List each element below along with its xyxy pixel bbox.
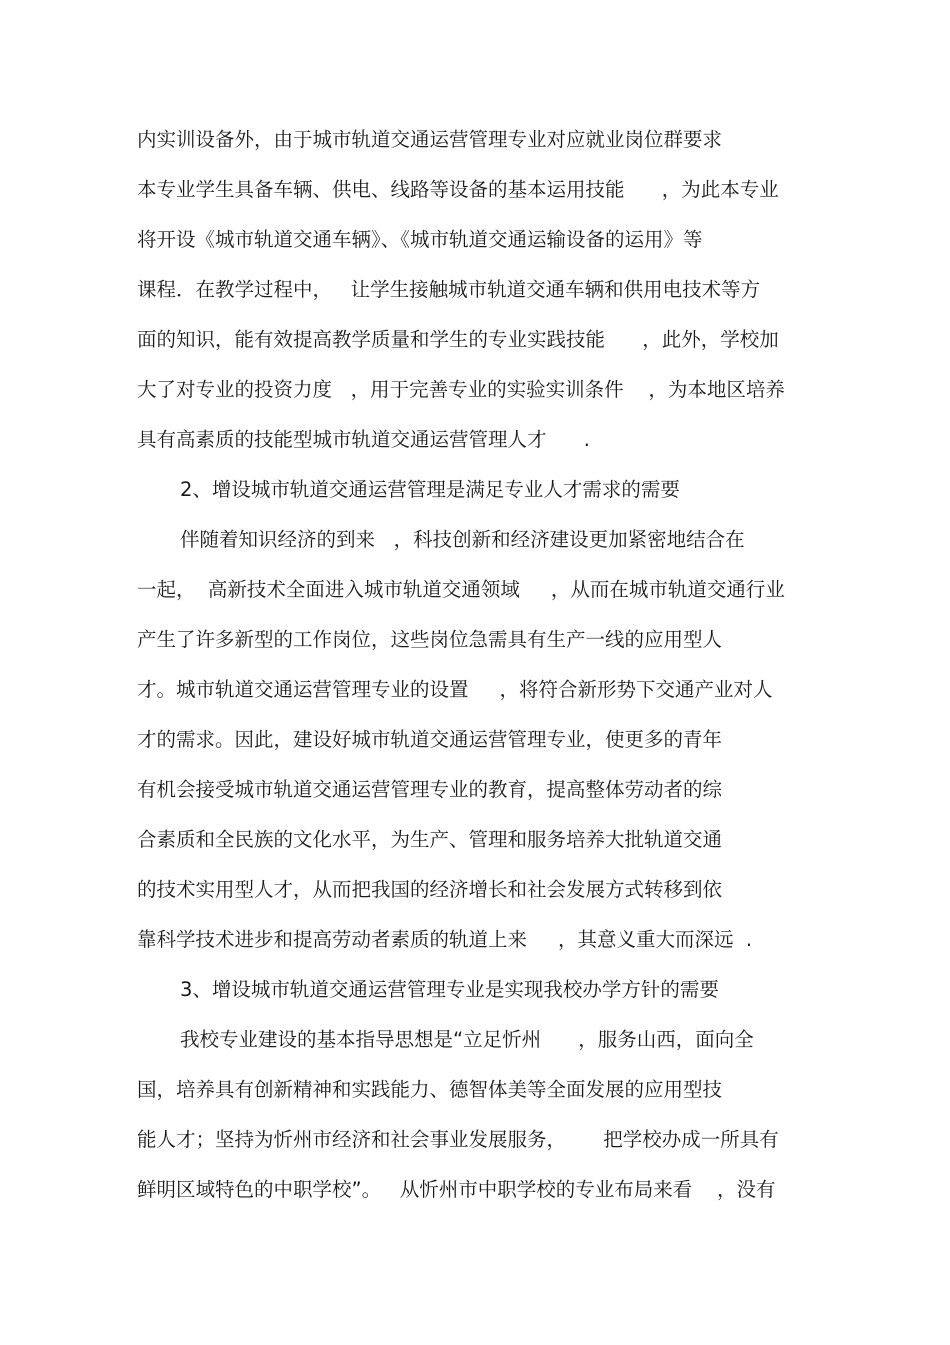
- text-line: 课程．在教学过程中， 让学生接触城市轨道交通车辆和供用电技术等方: [137, 278, 761, 301]
- text-line: 产生了许多新型的工作岗位，这些岗位急需具有生产一线的应用型人: [137, 628, 723, 651]
- section-heading: 2、增设城市轨道交通运营管理是满足专业人才需求的需要: [180, 478, 680, 501]
- text-line: 我校专业建设的基本指导思想是“立足忻州 ，服务山西，面向全: [180, 1028, 754, 1051]
- text-line: 能人才；坚持为忻州市经济和社会事业发展服务， 把学校办成一所具有: [137, 1128, 779, 1151]
- text-line: 具有高素质的技能型城市轨道交通运营管理人才 .: [137, 428, 590, 451]
- text-line: 大了对专业的投资力度 ，用于完善专业的实验实训条件 ，为本地区培养: [137, 378, 785, 401]
- text-line: 将开设《城市轨道交通车辆》、《城市轨道交通运输设备的运用》等: [137, 228, 703, 251]
- text-line: 一起， 高新技术全面进入城市轨道交通领域 ，从而在城市轨道交通行业: [137, 578, 785, 601]
- text-line: 才的需求。因此，建设好城市轨道交通运营管理专业，使更多的青年: [137, 728, 723, 751]
- text-line: 本专业学生具备车辆、供电、线路等设备的基本运用技能 ，为此本专业: [137, 178, 779, 201]
- text-line: 才。城市轨道交通运营管理专业的设置 ，将符合新形势下交通产业对人: [137, 678, 773, 701]
- text-line: 伴随着知识经济的到来 ，科技创新和经济建设更加紧密地结合在: [180, 528, 745, 551]
- text-line: 靠科学技术进步和提高劳动者素质的轨道上来 ，其意义重大而深远 .: [137, 928, 753, 951]
- text-line: 国，培养具有创新精神和实践能力、德智体美等全面发展的应用型技: [137, 1078, 723, 1101]
- text-line: 鲜明区域特色的中职学校”。 从忻州市中职学校的专业布局来看 ，没有: [137, 1178, 776, 1201]
- text-line: 有机会接受城市轨道交通运营管理专业的教育，提高整体劳动者的综: [137, 778, 723, 801]
- text-line: 的技术实用型人才，从而把我国的经济增长和社会发展方式转移到依: [137, 878, 723, 901]
- section-heading: 3、增设城市轨道交通运营管理专业是实现我校办学方针的需要: [180, 978, 719, 1001]
- text-line: 合素质和全民族的文化水平，为生产、管理和服务培养大批轨道交通: [137, 828, 723, 851]
- text-line: 内实训设备外，由于城市轨道交通运营管理专业对应就业岗位群要求: [137, 128, 723, 151]
- text-line: 面的知识，能有效提高教学质量和学生的专业实践技能 ，此外，学校加: [137, 328, 779, 351]
